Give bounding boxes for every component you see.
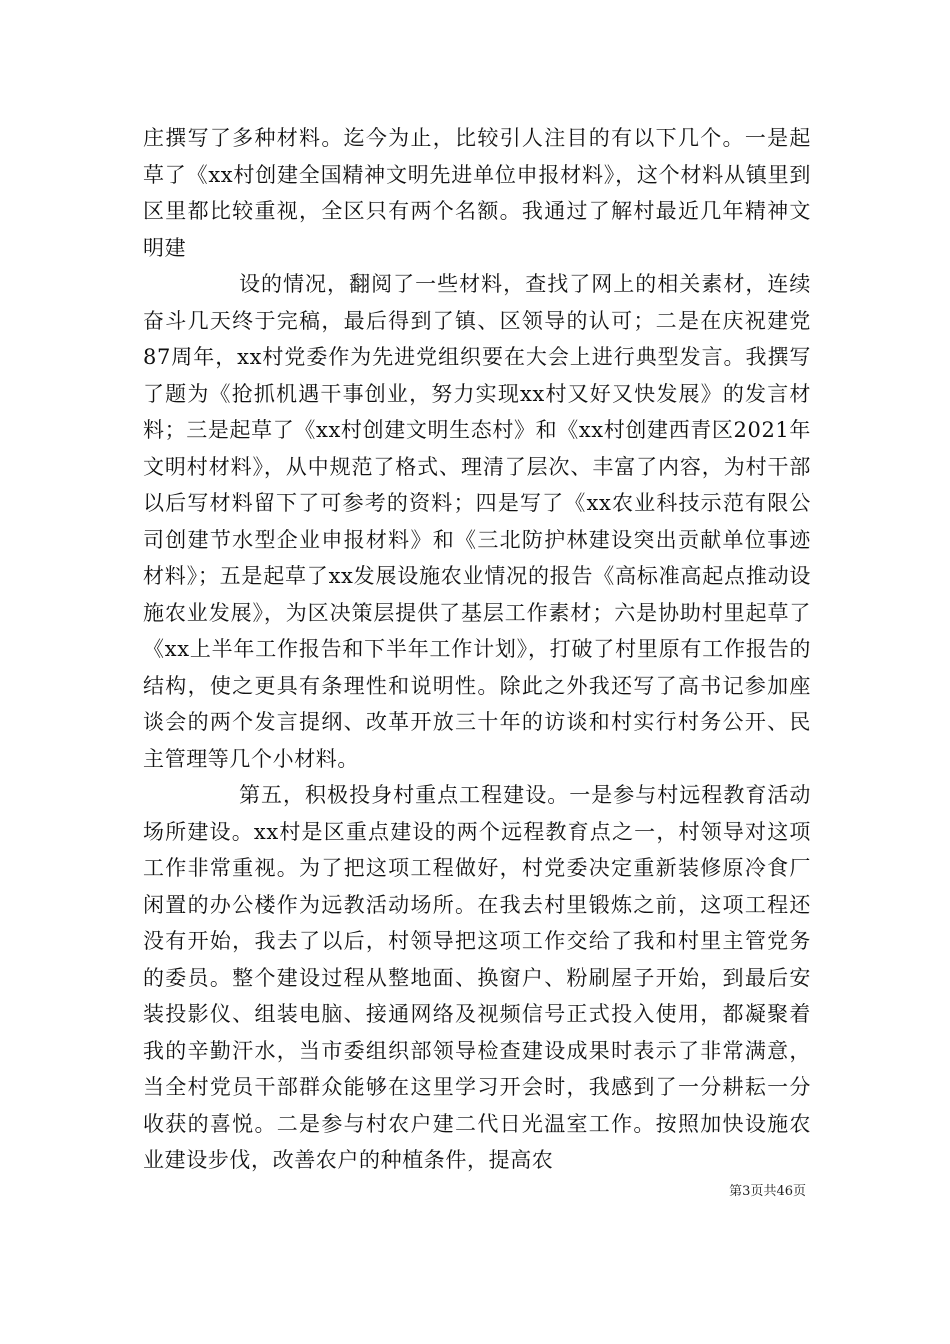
document-body [143, 120, 811, 1179]
paragraph-2: 设的情况，翻阅了一些材料，查找了网上的相关素材，连续奋斗几天终于完稿，最后得到了镇、区领导的认可；二是在庆祝建党87周年，xx村党委作为先进党组织要在大会上进行典型发言。我撰写了题为《抢抓机遇干事创业，努力实现xx村又好又快发展》的发言材料；三是起草了《xx村创建文明生态村》和《xx村创建西青区2021年文明村材料》，从中规范了格式、理清了层次、丰富了内容，为村干部以后写材料留下了可参考的资料；四是写了《xx农业科技示范有限公司创建节水型企业申报材料》和《三北防护林建设突出贡献单位事迹材料》；五是起草了xx发展设施农业情况的报告《高标准高起点推动设施农业发展》，为区决策层提供了基层工作素材；六是协助村里起草了《xx上半年工作报告和下半年工作计划》，打破了村里原有工作报告的结构，使之更具有条理性和说明性。除此之外我还写了高书记参加座谈会的两个发言提纲、改革开放三十年的访谈和村实行村务公开、民主管理等几个小材料。 [143, 272, 811, 771]
paragraph-1: 庄撰写了多种材料。迄今为止，比较引人注目的有以下几个。一是起草了《xx村创建全国精神文明先进单位申报材料》，这个材料从镇里到区里都比较重视，全区只有两个名额。我通过了解村最近几年精神文明建 [143, 126, 811, 260]
page-number-footer: 第3页共46页 [729, 1184, 806, 1199]
paragraph-3: 第五，积极投身村重点工程建设。一是参与村远程教育活动场所建设。xx村是区重点建设的两个远程教育点之一，村领导对这项工作非常重视。为了把这项工程做好，村党委决定重新装修原冷食厂闲置的办公楼作为远教活动场所。在我去村里锻炼之前，这项工程还没有开始，我去了以后，村领导把这项工作交给了我和村里主管党务的委员。整个建设过程从整地面、换窗户、粉刷屋子开始，到最后安装投影仪、组装电脑、接通网络及视频信号正式投入使用，都凝聚着我的辛勤汗水，当市委组织部领导检查建设成果时表示了非常满意，当全村党员干部群众能够在这里学习开会时，我感到了一分耕耘一分收获的喜悦。二是参与村农户建二代日光温室工作。按照加快设施农业建设步伐，改善农户的种植条件，提高农 [143, 783, 811, 1172]
